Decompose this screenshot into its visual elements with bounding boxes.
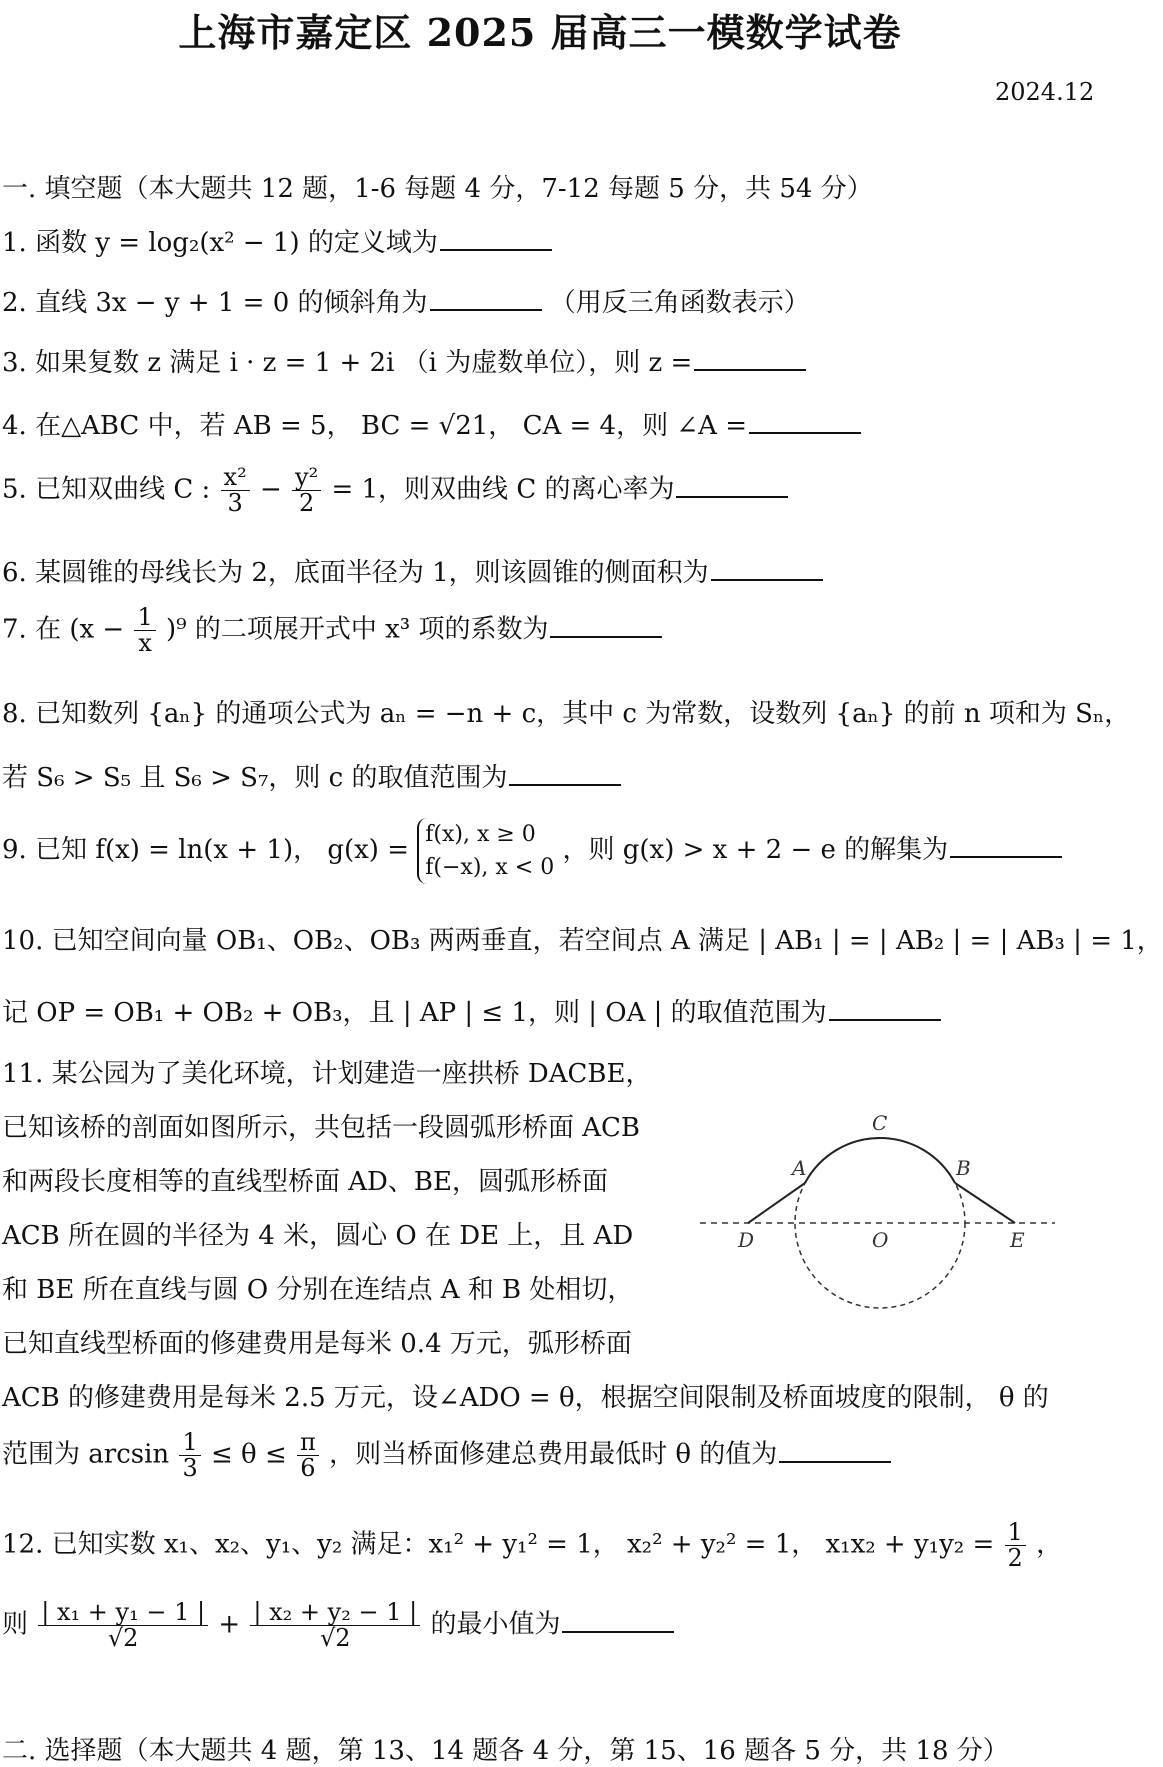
question-8-text: 若 S₆ > S₅ 且 S₆ > S₇，则 c 的取值范围为 xyxy=(2,763,508,793)
question-3-text: 3. 如果复数 z 满足 i · z = 1 + 2i （i 为虚数单位），则 z = xyxy=(2,348,693,378)
question-11-line-5: 和 BE 所在直线与圆 O 分别在连结点 A 和 B 处相切， xyxy=(2,1275,634,1305)
question-2 xyxy=(2,285,810,321)
question-2-note: （用反三角函数表示） xyxy=(549,288,810,318)
question-9-suffix: ，则 g(x) > x + 2 − e 的解集为 xyxy=(562,835,949,865)
answer-blank xyxy=(550,612,662,638)
fraction: $\frac{\text{| x₂ + y₂ − 1 |}}{√2}$ xyxy=(250,1600,420,1651)
piecewise-case-1: f(x), x ≥ 0 xyxy=(425,822,536,847)
segment-be xyxy=(955,1183,1015,1223)
question-12-line-2 xyxy=(2,1600,674,1651)
question-11-line-2: 已知该桥的剖面如图所示，共包括一段圆弧形桥面 ACB xyxy=(2,1113,641,1143)
answer-blank xyxy=(950,832,1062,858)
minus-sign: − xyxy=(259,474,282,505)
question-11-line-1: 11. 某公园为了美化环境，计划建造一座拱桥 DACBE， xyxy=(2,1059,652,1089)
question-1-text: 1. 函数 y = log₂(x² − 1) 的定义域为 xyxy=(2,228,438,258)
question-5-suffix: = 1，则双曲线 C 的离心率为 xyxy=(331,474,675,505)
question-8-line-2 xyxy=(2,760,621,796)
question-12-prefix: 则 xyxy=(2,1609,29,1640)
fraction: $\frac{\pi}{6}$ xyxy=(297,1430,319,1481)
question-5 xyxy=(2,465,788,516)
section-2-heading: 二. 选择题（本大题共 4 题，第 13、14 题各 4 分，第 15、16 题各 5 分，共 18 分） xyxy=(2,1736,1009,1766)
fraction: $\frac{\text{x²}}{3}$ xyxy=(221,465,250,516)
label-a: A xyxy=(792,1156,807,1180)
question-10-line-2 xyxy=(2,995,941,1031)
answer-blank xyxy=(562,1607,674,1633)
question-4-text: 4. 在△ABC 中，若 AB = 5， BC = √21， CA = 4，则 ∠A = xyxy=(2,411,747,441)
bridge-diagram xyxy=(700,1105,1060,1325)
label-e: E xyxy=(1010,1228,1025,1252)
question-11-line-8 xyxy=(2,1430,891,1481)
answer-blank xyxy=(749,408,861,434)
answer-blank xyxy=(430,285,542,311)
question-6 xyxy=(2,555,823,591)
exam-title: 上海市嘉定区 2025 届高三一模数学试卷 xyxy=(178,10,902,55)
answer-blank xyxy=(829,995,941,1021)
question-4 xyxy=(2,408,861,444)
question-7-prefix: 7. 在 (x − xyxy=(2,614,125,645)
fraction: $\frac{1}{2}$ xyxy=(1005,1520,1026,1571)
question-11-suffix: ，则当桥面修建总费用最低时 θ 的值为 xyxy=(329,1439,778,1470)
question-12-suffix: 的最小值为 xyxy=(430,1609,561,1640)
label-c: C xyxy=(872,1111,888,1135)
fraction: $\frac{1}{x}$ xyxy=(134,605,155,656)
question-6-text: 6. 某圆锥的母线长为 2，底面半径为 1，则该圆锥的侧面积为 xyxy=(2,558,709,588)
question-9 xyxy=(2,818,1062,884)
answer-blank xyxy=(711,555,823,581)
label-o: O xyxy=(872,1228,889,1252)
question-2-text: 2. 直线 3x − y + 1 = 0 的倾斜角为 xyxy=(2,288,428,318)
question-10-line-1: 10. 已知空间向量 OB₁、OB₂、OB₃ 两两垂直，若空间点 A 满足 | AB₁ | = | AB₂ | = | AB₃ | = 1， xyxy=(2,926,1163,956)
fraction: $\frac{1}{3}$ xyxy=(179,1430,200,1481)
question-12-text: 12. 已知实数 x₁、x₂、y₁、y₂ 满足：x₁² + y₁² = 1， x₂² + y₂² = 1， x₁x₂ + y₁y₂ = xyxy=(2,1529,995,1560)
answer-blank xyxy=(779,1437,891,1463)
segment-ad xyxy=(748,1183,805,1223)
answer-blank xyxy=(509,760,621,786)
fraction: $\frac{\text{| x₁ + y₁ − 1 |}}{√2}$ xyxy=(38,1600,208,1651)
answer-blank xyxy=(676,472,788,498)
question-11-line-4: ACB 所在圆的半径为 4 米，圆心 O 在 DE 上，且 AD xyxy=(2,1221,634,1251)
question-7 xyxy=(2,605,662,656)
answer-blank xyxy=(440,225,552,251)
comma: ， xyxy=(1036,1529,1063,1560)
question-7-suffix: )⁹ 的二项展开式中 x³ 项的系数为 xyxy=(166,614,549,645)
section-1-heading: 一. 填空题（本大题共 12 题，1-6 每题 4 分，7-12 每题 5 分，共 54 分） xyxy=(2,174,873,204)
question-11-line-3: 和两段长度相等的直线型桥面 AD、BE，圆弧形桥面 xyxy=(2,1167,608,1197)
piecewise-brace xyxy=(417,818,554,884)
question-12-line-1 xyxy=(2,1520,1062,1571)
plus-sign: + xyxy=(218,1609,241,1640)
question-11-range-prefix: 范围为 arcsin xyxy=(2,1439,170,1470)
inequality: ≤ θ ≤ xyxy=(210,1439,287,1470)
piecewise-case-2: f(−x), x < 0 xyxy=(425,855,555,880)
label-d: D xyxy=(738,1228,755,1252)
answer-blank xyxy=(694,345,806,371)
question-10-text: 记 OP = OB₁ + OB₂ + OB₃，且 | AP | ≤ 1，则 | OA | 的取值范围为 xyxy=(2,998,827,1028)
arc-acb xyxy=(805,1138,955,1183)
question-5-prefix: 5. 已知双曲线 C : xyxy=(2,474,211,505)
question-3 xyxy=(2,345,806,381)
question-11-line-7: ACB 的修建费用是每米 2.5 万元，设∠ADO = θ，根据空间限制及桥面坡度的限制， θ 的 xyxy=(2,1383,1049,1413)
question-11-line-6: 已知直线型桥面的修建费用是每米 0.4 万元，弧形桥面 xyxy=(2,1329,632,1359)
fraction: $\frac{\text{y²}}{2}$ xyxy=(292,465,321,516)
exam-date: 2024.12 xyxy=(995,78,1095,106)
label-b: B xyxy=(956,1156,971,1180)
question-8-line-1: 8. 已知数列 {aₙ} 的通项公式为 aₙ = −n + c，其中 c 为常数，设数列 {aₙ} 的前 n 项和为 Sₙ， xyxy=(2,699,1131,729)
question-9-prefix: 9. 已知 f(x) = ln(x + 1)， g(x) = xyxy=(2,835,409,865)
question-1 xyxy=(2,225,552,261)
